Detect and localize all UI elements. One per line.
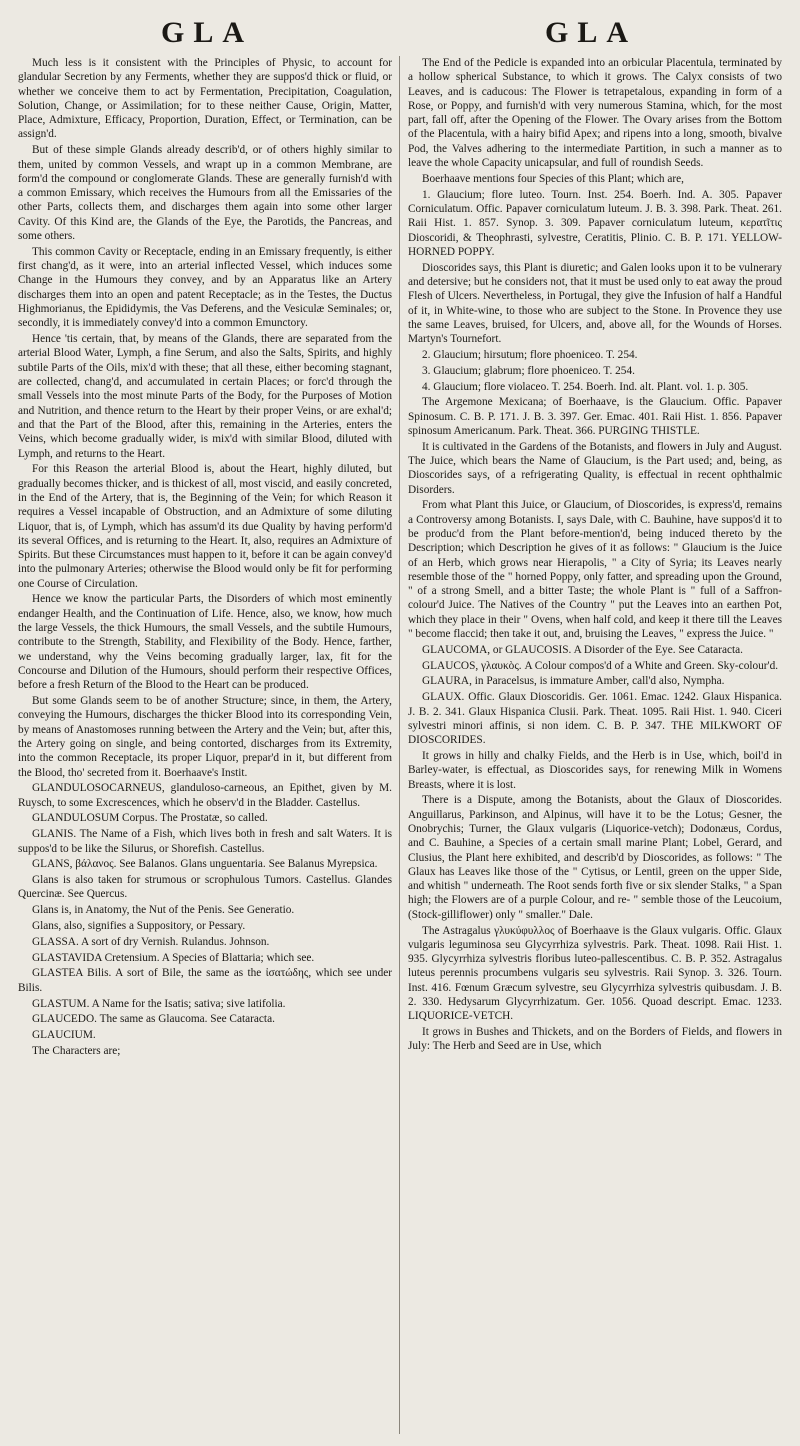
paragraph: Dioscorides says, this Plant is diuretic; and Galen looks upon it to be vulnerary and detersive; but he considers not, that it must be used only to eat away the proud Flesh of Ulcers. Nevertheless, in Portugal, they give the Infusion of half a Handful of it, in White-wine, to those who are subject to the Stone. In Provence they use the same Leaves, bruised, for Ulcers, and, above all, for the Wounds of Horses. Martyn's Tournefort. [408, 261, 782, 346]
paragraph: The Argemone Mexicana; of Boerhaave, is the Glaucium. Offic. Papaver Spinosum. C. B. P. 171. J. B. 3. 397. Ger. Emac. 401. Raii Hist. 1. 856. Papaver spinosum Americanum. Park. Theat. 366. PURGING THISTLE. [408, 396, 782, 437]
entry: GLAUCOS, γλαυκὸς. A Colour compos'd of a White and Green. Sky-colour'd. [422, 659, 779, 672]
paragraph: The Astragalus γλυκύφυλλος of Boerhaave is the Glaux vulgaris. Offic. Glaux vulgaris leguminosa seu Glycyrrhiza sylvestris. Park. Theat. 1098. Raii Hist. 1. 935. Glycyrrhiza sylvestris floribus luteo-pallescentibus. C. B. P. 352. Astragalus luteus perennis procumbens vulgaris seu sylvestris. Raii Synop. 3. 326. Tourn. Inst. 416. Fœnum Græcum sylvestre, seu Glycyrrhiza sylvestris quibusdam. J. B. 2. 330. Hedysarum Glycyrrhizatum. Ger. 1056. Quoad descript. Emac. 1233. LIQUORICE-VETCH. [408, 924, 782, 1023]
running-head-right: GLA [544, 16, 637, 49]
paragraph: But some Glands seem to be of another Structure; since, in them, the Artery, conveying the Humours, discharges the thicker Blood into its corresponding Vein, by means of Anastomoses running between the Artery and the Vein; but, after this, the Artery going on single, and being contorted, discharges from its Extremity, into the common Receptacle, its proper Liquor, prepar'd in it, but different from the Blood, tho' secreted from it. Boerhaave's Instit. [18, 695, 392, 779]
paragraph: For this Reason the arterial Blood is, about the Heart, highly diluted, but gradually becomes thicker, and is thickest of all, most viscid, and easily concreted, in the End of the Artery, that is, the Beginning of the Vein; for which Reason it requires a Vessel incapable of Obstruction, and an Admixture of some diluting Liquor, that is, of Lymph, which has assum'd its due Quality by having perform'd its several Offices, and is returning to the Heart. It, also, requires an Admixture of Spirits. But these Circumstances must happen to it, before it can be again convey'd into the pulmonary Arteries; otherwise the Blood would only be fit for performing one Course of Circulation. [18, 463, 392, 590]
entry: GLASTUM. A Name for the Isatis; sativa; sive latifolia. [32, 997, 286, 1010]
entry: GLAUCOMA, or GLAUCOSIS. A Disorder of the Eye. See Cataracta. [422, 643, 743, 656]
paragraph: Much less is it consistent with the Principles of Physic, to account for glandular Secretion by any Ferments, whether they are suppos'd thick or fluid, or whether we conceive them to act by Fermentation, Precipitation, Coagulation, Solution, Change, or Assimilation; for to these neither Cause, Origin, Matter, Place, Admixture, Efficacy, Proportion, Duration, Effect, or Termination, can be assign'd. [18, 57, 392, 141]
running-head-left: GLA [160, 16, 253, 49]
entry: GLASTEA Bilis. A sort of Bile, the same as the ἰσατώδης, which see under Bilis. [18, 967, 392, 994]
entry: Glans is, in Anatomy, the Nut of the Penis. See Generatio. [32, 904, 295, 917]
entry: GLAURA, in Paracelsus, is immature Amber, call'd also, Nympha. [422, 675, 725, 688]
entry: GLAUCIUM. [32, 1029, 96, 1042]
entry: GLANDULOSOCARNEUS, glanduloso-carneous, an Epithet, given by M. Ruysch, to some Excrescences, which he observ'd in the Bladder. Castellus. [18, 782, 392, 809]
entry: The Characters are; [32, 1044, 121, 1057]
entry: GLASSA. A sort of dry Vernish. Rulandus. Johnson. [32, 935, 270, 948]
entry: GLANS, βάλανος. See Balanos. Glans unguentaria. See Balanus Myrepsica. [32, 858, 378, 871]
entry: GLANIS. The Name of a Fish, which lives both in fresh and salt Waters. It is suppos'd to be like the Silurus, or Shorefish. Castellus. [18, 828, 392, 855]
left-column [18, 56, 392, 1436]
right-column [408, 56, 782, 1436]
entry: Glans is also taken for strumous or scrophulous Tumors. Castellus. Glandes Quercinæ. See Quercus. [18, 874, 392, 901]
paragraph: Hence we know the particular Parts, the Disorders of which most eminently endanger Health, and the Continuation of Life. Hence, also, we know, how much the large Vessels, the thick Humours, the small Vessels, and the subtile Humours, contribute to the Strength, Stability, and Flexibility of the Body. Hence, farther, we understand, why the Veins becoming gradually larger, lax, fit for the Concourse and Dilution of the Humours, should perform their respective Offices, before a fresh Return of the Blood to the Heart can be produced. [18, 593, 392, 692]
paragraph: 4. Glaucium; flore violaceo. T. 254. Boerh. Ind. alt. Plant. vol. 1. p. 305. [422, 380, 749, 393]
entry: GLAUCEDO. The same as Glaucoma. See Cataracta. [32, 1013, 275, 1026]
paragraph: From what Plant this Juice, or Glaucium, of Dioscorides, is express'd, remains a Controversy among Botanists. I, says Dale, with C. Bauhine, have suppos'd it to be produc'd from the Plant before-mention'd, being induced thereto by the Description; which Description he gives of it as follows: " Glaucium is the Juice of an Herb, which grows near Hierapolis, " a City of Syria; its Leaves nearly resemble those of the " horned Poppy, only fatter, and spreading upon the Ground, " of a strong Smell, and a bitter Taste; the whole Plant is " full of a Saffron-colour'd Juice. The Natives of the Country " put the Leaves into an earthen Pot, which they place in their " Ovens, when half cold, and keep it there till the Leaves " become flaccid; then take it out, and, bruising the Leaves, " express the Juice. " [408, 499, 782, 641]
paragraph: It is cultivated in the Gardens of the Botanists, and flowers in July and August. The Juice, which bears the Name of Glaucium, is the Part used; and, being, as Dioscorides says, of a refrigerating Quality, is effectual in recent ophthalmic Disorders. [408, 440, 782, 496]
paragraph: It grows in hilly and chalky Fields, and the Herb is in Use, which, boil'd in Barley-water, is effectual, as Dioscorides says, for renewing Milk in Womens Breasts, where it is lost. [408, 749, 782, 791]
entry: Glans, also, signifies a Suppository, or Pessary. [32, 920, 246, 933]
paragraph: 3. Glaucium; glabrum; flore phoeniceo. T. 254. [422, 364, 635, 377]
paragraph: Boerhaave mentions four Species of this Plant; which are, [422, 172, 684, 185]
paragraph: The End of the Pedicle is expanded into an orbicular Placentula, terminated by a hollow spherical Substance, to which it grows. The Calyx consists of two Leaves, and is caducous: The Flower is tetrapetalous, expanding in form of a Rose, or Poppy, and furnish'd with very numerous Stamina, which, for the most part, fall off, after the Opening of the Flower. The Ovary arises from the Bottom of the Placentula, with a hairy bifid Apex; and ripens into a long, smooth, bivalve Pod, the Valves adhering to the intermediate Partition, in such a manner as to leave the whole Capacity unicapsular, and full of roundish Seeds. [408, 57, 782, 170]
paragraph: But of these simple Glands already describ'd, or of others highly similar to them, united by common Vessels, and wrapt up in a common Membrane, are form'd the compound or conglomerate Glands. These are generally furnish'd with a common Emissary, which receives the Humours from all the Emissaries of the other Parts, collects them, and discharges them again into some other larger Cavity. Of this Kind are, the Glands of the Eye, the Parotids, the Pancreas, and some others. [18, 144, 392, 243]
paragraph: There is a Dispute, among the Botanists, about the Glaux of Dioscorides. Anguillarus, Parkinson, and Alpinus, will have it to be the Lotus; Gesner, the Onobrychis; Turner, the Glaux vulgaris (Liquorice-vetch); Dodonæus, Cordus, and C. Bauhine, a Species of a certain small marine Plant; Lobel, Gerard, and Clusius, the Plant here exhibited, and describ'd by Dioscorides, as follows: " The Glaux has Leaves like those of the " Cytisus, or Lentil, green on the upper Side, and whitish " underneath. The Root sends forth five or six slender Stalks, " a Span high; the Flowers are of a purple Colour, and re- " semble those of the Leucoium, (Stock-gilliflower) only " smaller." Dale. [408, 794, 782, 921]
paragraph: 1. Glaucium; flore luteo. Tourn. Inst. 254. Boerh. Ind. A. 305. Papaver Corniculatum. Offic. Papaver corniculatum luteum. J. B. 3. 398. Park. Theat. 261. Raii Hist. 1. 857. Synop. 3. 309. Papaver corniculatum luteum, κερατῖτις Dioscoridi, & Theophrasti, sylvestre, Ceratitis, Plinio. C. B. P. 171. YELLOW-HORNED POPPY. [408, 188, 782, 258]
entry: GLAUX. Offic. Glaux Dioscoridis. Ger. 1061. Emac. 1242. Glaux Hispanica. J. B. 2. 341. Glaux Hispanica Clusii. Park. Theat. 1095. Raii Hist. 1. 940. Ciceri sylvestri minori affinis, si non idem. C. B. P. 347. THE MILKWORT OF DIOSCORIDES. [408, 691, 782, 747]
paragraph: This common Cavity or Receptacle, ending in an Emissary frequently, is either first chang'd, as it were, into an arterial inflected Vessel, which induces some Change in the Humours they convey, and by an Apparatus like an Artery discharges them into an open and patent Receptacle; as in the Testes, the Ductus Highmorianus, the Epididymis, the Vas Deferens, and the Vesiculæ Seminales; or, secondly, it is immediately convey'd into a common Emunctory. [18, 245, 392, 330]
entry: GLANDULOSUM Corpus. The Prostatæ, so called. [32, 812, 268, 825]
entry: GLASTAVIDA Cretensium. A Species of Blattaria; which see. [32, 951, 315, 964]
paragraph: It grows in Bushes and Thickets, and on the Borders of Fields, and flowers in July: The Herb and Seed are in Use, which [408, 1026, 782, 1053]
paragraph: Hence 'tis certain, that, by means of the Glands, there are separated from the arterial Blood Water, Lymph, a fine Serum, and also the Salts, Spirits, and highly subtile Parts of the Oils, mix'd with these; that all these, either becoming stagnant, are collected, chang'd, and accumulated in certain Places; or forc'd through the small Vessels into the most minute Parts of the Body, for the Purposes of Motion and Nutrition, and thence return to the Heart by their proper Veins, or are exhal'd; and that the Part of the Blood, after this, remaining in the Arteries, enters the Veins, which become gradually wider, is mix'd with similar Blood, diluted with Lymph, and returns to the Heart. [18, 333, 392, 460]
column-divider [399, 56, 400, 1434]
paragraph: 2. Glaucium; hirsutum; flore phoeniceo. T. 254. [422, 348, 638, 361]
